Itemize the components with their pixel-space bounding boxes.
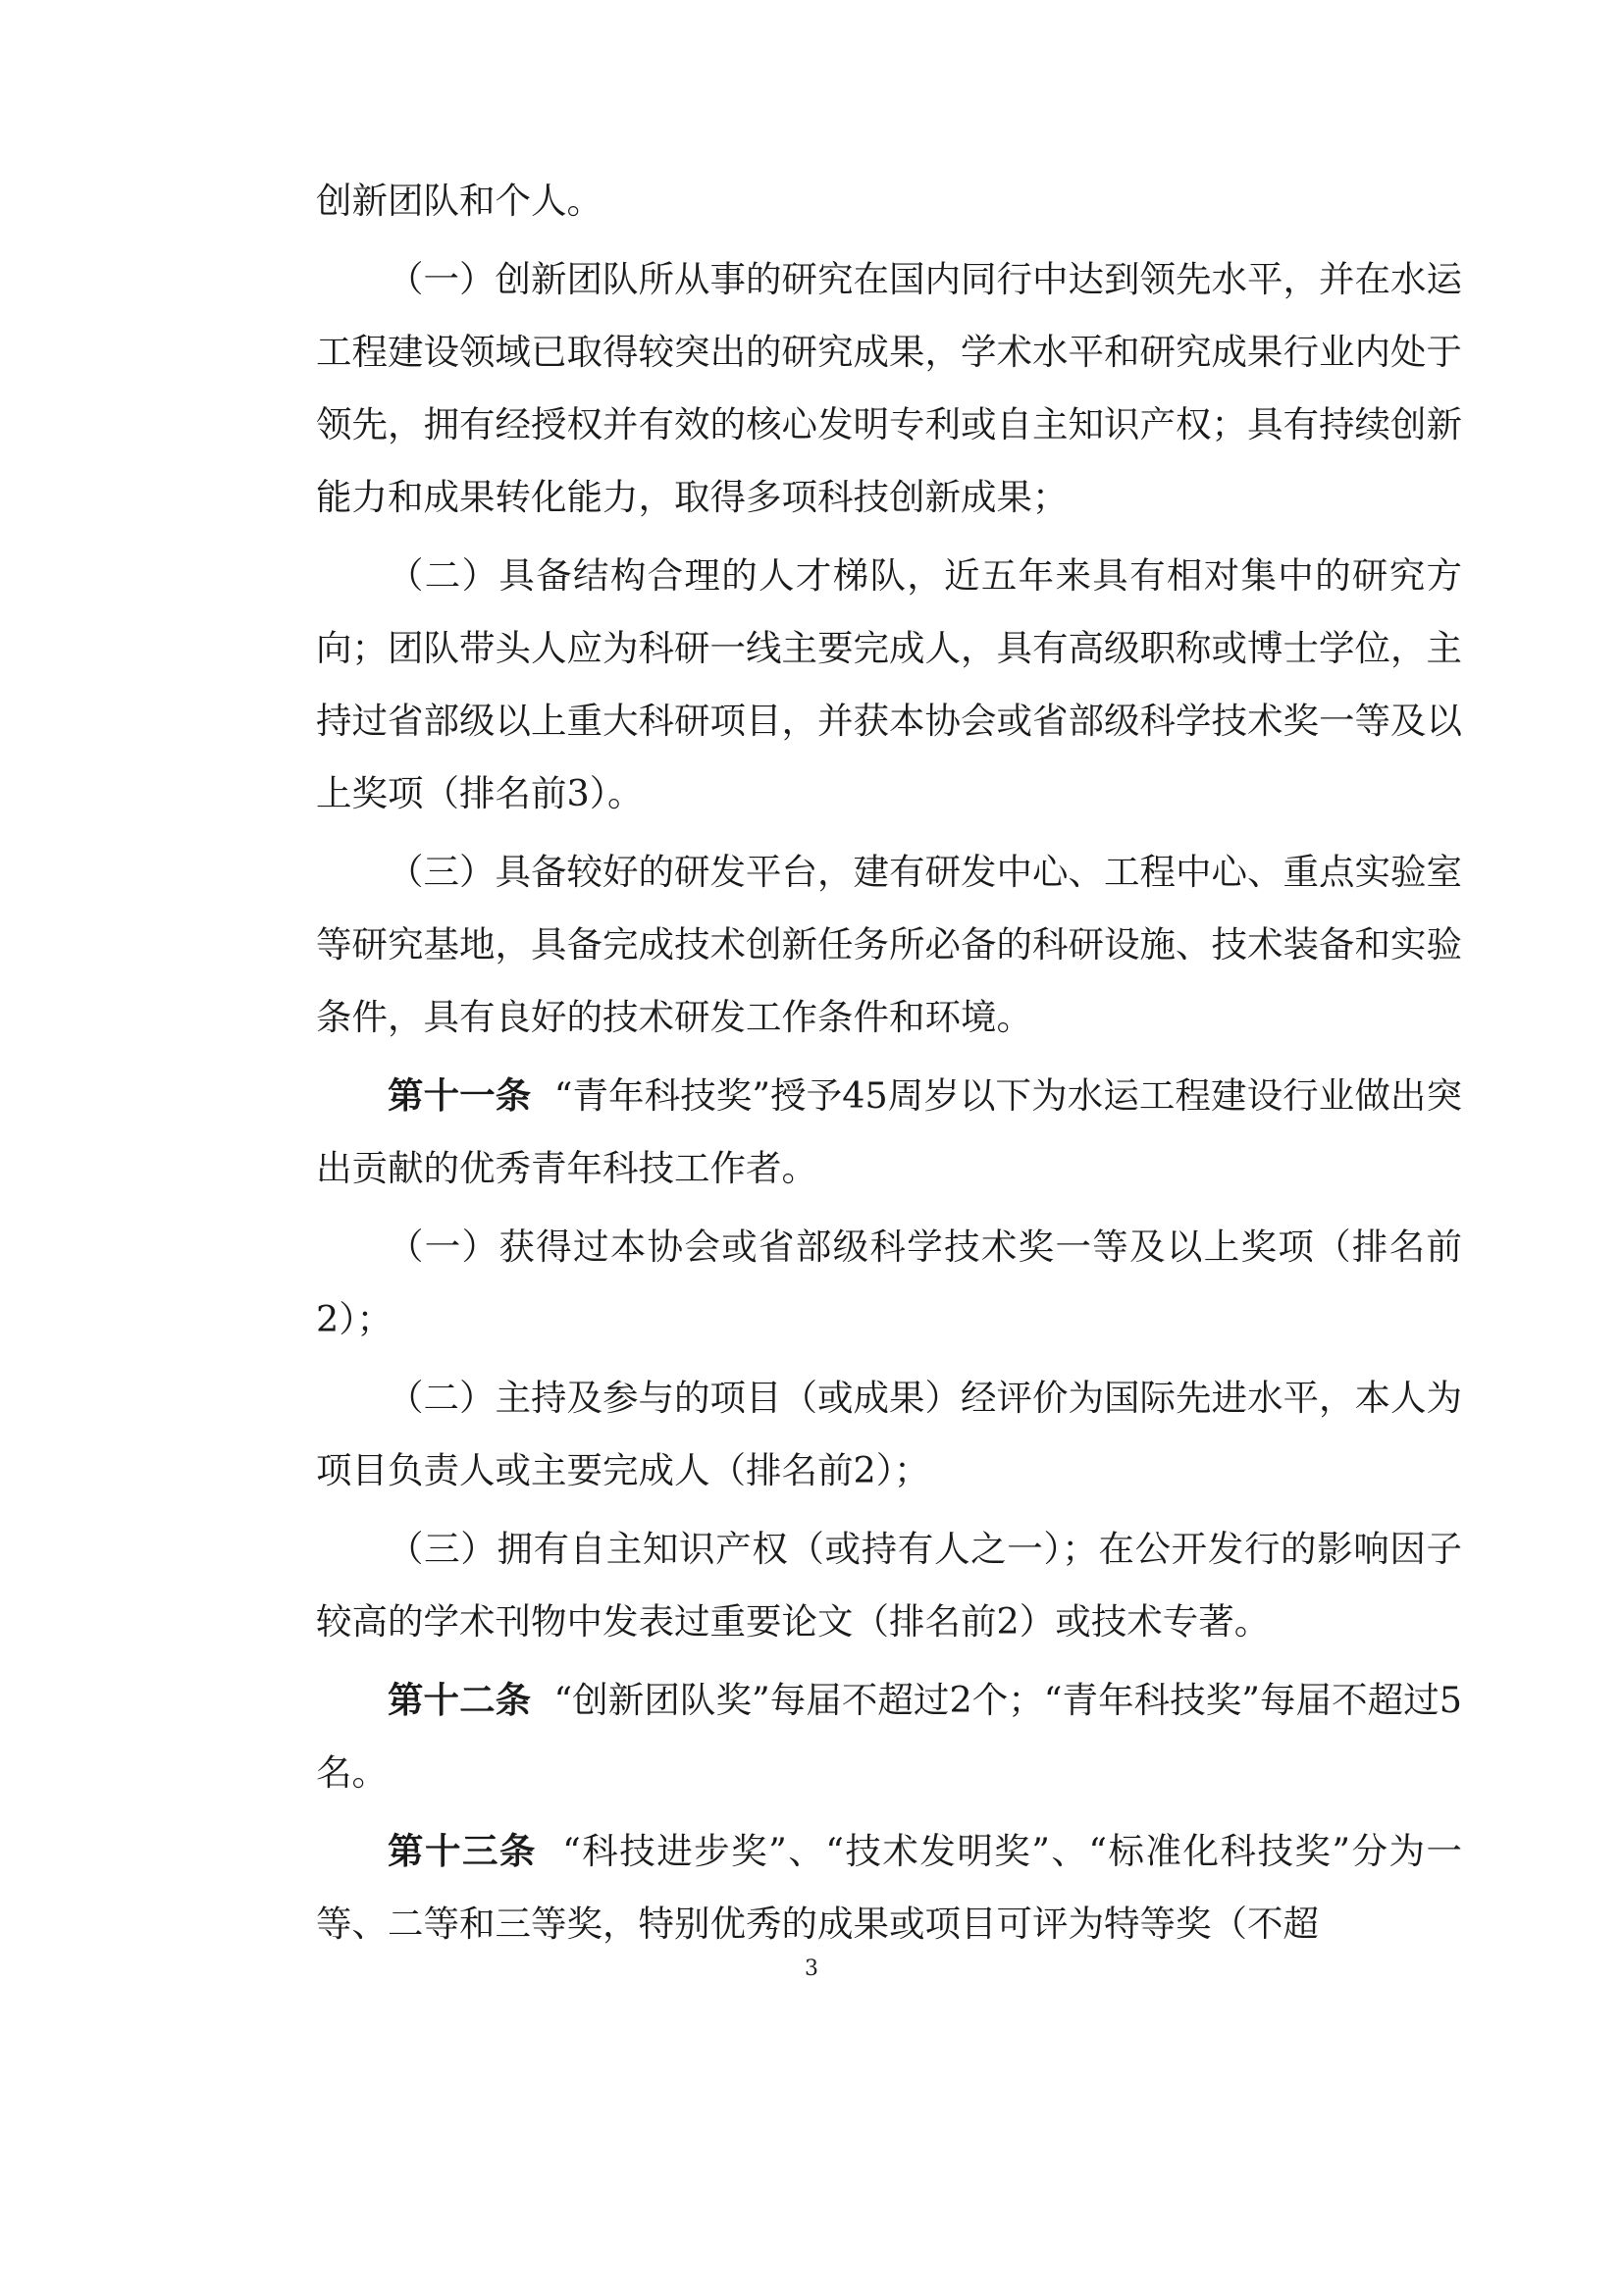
paragraph-text: “科技进步奖”、“技术发明奖”、“标准化科技奖”分为一等、二等和三等奖，特别优秀的成果或项目可评为特等奖（不超 [316, 1830, 1462, 1945]
paragraph-text: 创新团队和个人。 [316, 180, 602, 222]
article-heading: 第十三条 [388, 1830, 537, 1872]
document-body [316, 165, 1462, 1966]
paragraph-team-item-1 [316, 243, 1462, 534]
article-11 [316, 1060, 1462, 1205]
paragraph-youth-item-2 [316, 1362, 1462, 1507]
page-number: 3 [805, 1957, 818, 1981]
paragraph-youth-item-1 [316, 1211, 1462, 1356]
article-heading: 第十一条 [388, 1074, 532, 1117]
paragraph-continuation [316, 165, 1462, 237]
article-13 [316, 1815, 1462, 1960]
paragraph-text: “青年科技奖”授予45周岁以下为水运工程建设行业做出突出贡献的优秀青年科技工作者。 [316, 1074, 1462, 1189]
paragraph-youth-item-3 [316, 1513, 1462, 1658]
paragraph-text: （一）创新团队所从事的研究在国内同行中达到领先水平，并在水运工程建设领域已取得较突出的研究成果，学术水平和研究成果行业内处于领先，拥有经授权并有效的核心发明专利或自主知识产权；具有持续创新能力和成果转化能力，取得多项科技创新成果； [316, 258, 1462, 518]
paragraph-text: （二）具备结构合理的人才梯队，近五年来具有相对集中的研究方向；团队带头人应为科研一线主要完成人，具有高级职称或博士学位，主持过省部级以上重大科研项目，并获本协会或省部级科学技术奖一等及以上奖项（排名前3）。 [316, 554, 1462, 814]
article-heading: 第十二条 [388, 1679, 532, 1721]
paragraph-text: （三）拥有自主知识产权（或持有人之一）；在公开发行的影响因子较高的学术刊物中发表过重要论文（排名前2）或技术专著。 [316, 1528, 1462, 1643]
paragraph-text: “创新团队奖”每届不超过2个；“青年科技奖”每届不超过5名。 [316, 1679, 1462, 1794]
article-12 [316, 1664, 1462, 1809]
paragraph-team-item-3 [316, 836, 1462, 1054]
paragraph-text: （一）获得过本协会或省部级科学技术奖一等及以上奖项（排名前2）； [316, 1226, 1462, 1340]
paragraph-text: （三）具备较好的研发平台，建有研发中心、工程中心、重点实验室等研究基地，具备完成技术创新任务所必备的科研设施、技术装备和实验条件，具有良好的技术研发工作条件和环境。 [316, 851, 1462, 1038]
paragraph-text: （二）主持及参与的项目（或成果）经评价为国际先进水平，本人为项目负责人或主要完成人（排名前2）； [316, 1377, 1462, 1491]
paragraph-team-item-2 [316, 540, 1462, 830]
